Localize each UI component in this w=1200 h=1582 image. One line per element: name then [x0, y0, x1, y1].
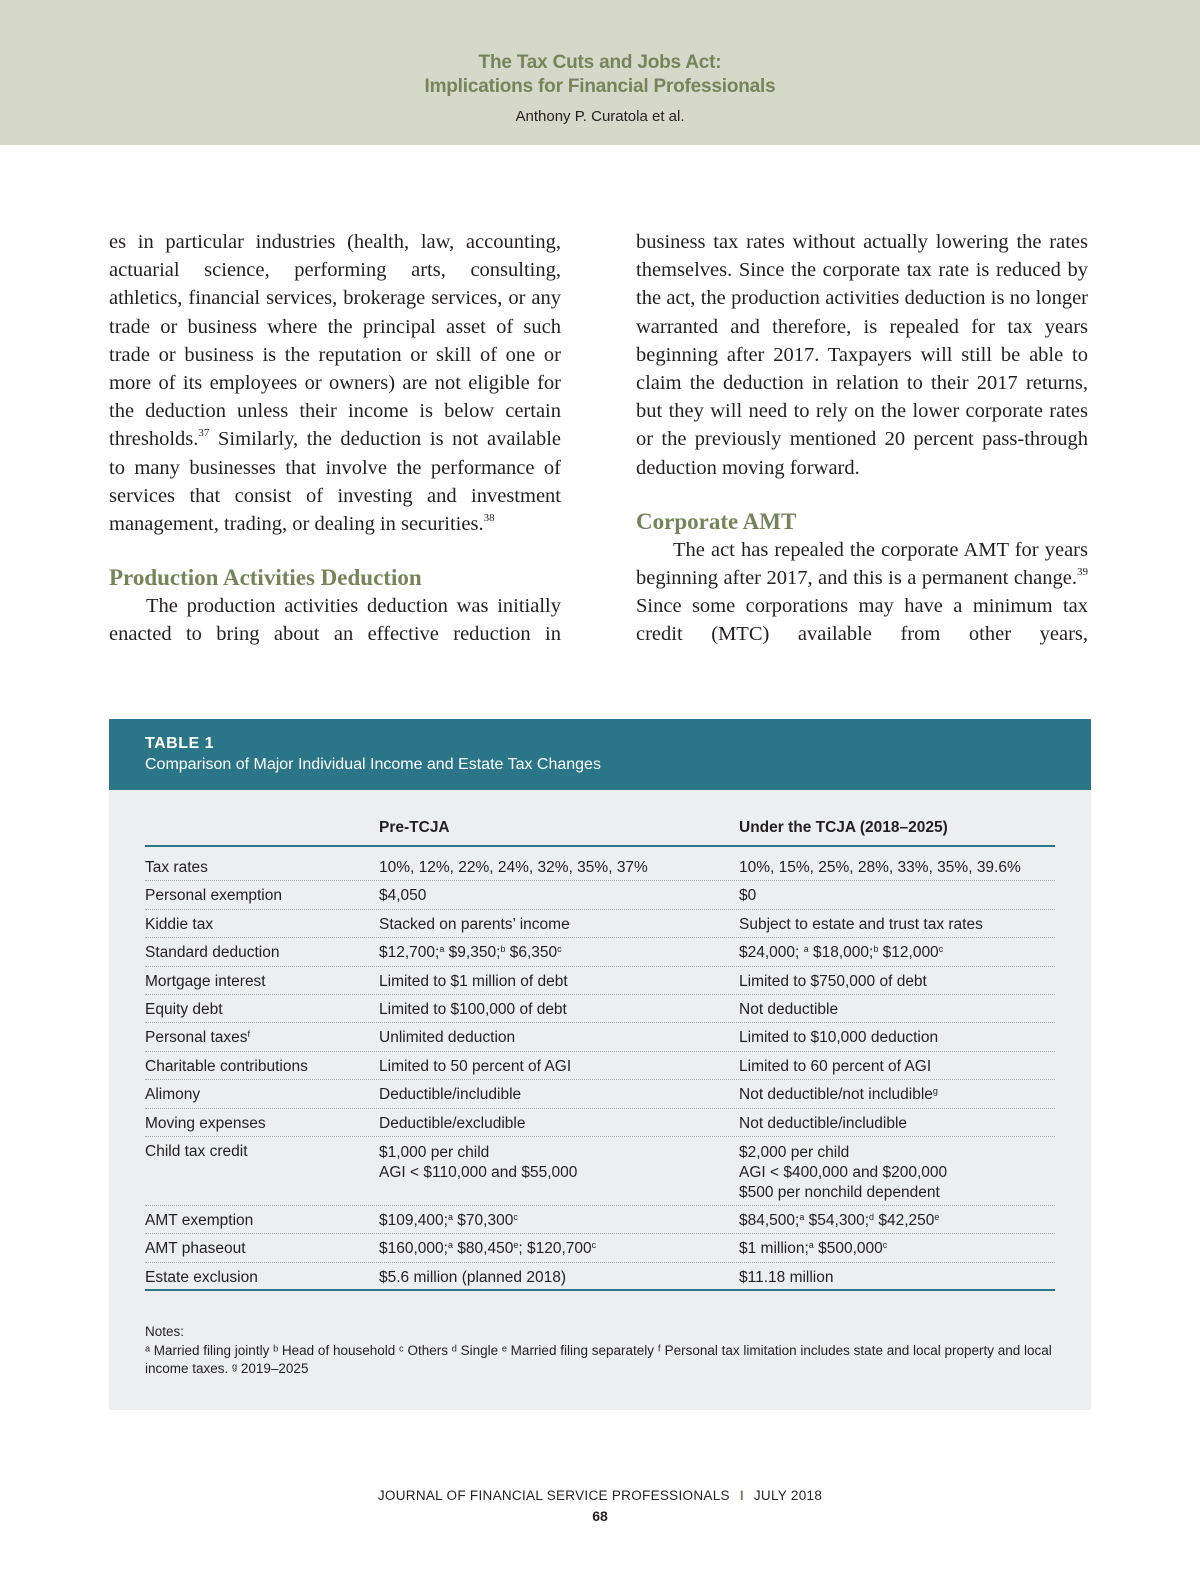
- table-number: TABLE 1: [145, 735, 214, 752]
- left-paragraph-2: The production activities deduction was initially enacted to bring about an effective reduction in: [109, 595, 561, 646]
- page-number: 68: [592, 1508, 608, 1524]
- left-paragraph-1: [109, 228, 561, 538]
- pre-tcja-cell: Limited to $100,000 of debt: [379, 1000, 567, 1018]
- page-header: [0, 0, 1200, 145]
- footnote-mark: d: [869, 1211, 875, 1222]
- under-tcja-cell: [739, 944, 1055, 962]
- header-pre-tcja: Pre-TCJA: [379, 819, 450, 836]
- under-tcja-cell: Limited to $10,000 deduction: [739, 1029, 939, 1047]
- text-run: $84,500;: [739, 1211, 800, 1229]
- journal-name: JOURNAL OF FINANCIAL SERVICE PROFESSIONALS: [377, 1488, 730, 1503]
- row-label: Charitable contributions: [145, 1057, 308, 1075]
- footnote-mark: c: [938, 944, 944, 955]
- text-run: $18,000;: [808, 944, 874, 962]
- table-row: [145, 881, 1055, 909]
- row-label: Personal exemption: [145, 887, 282, 905]
- pre-tcja-cell: [379, 944, 734, 962]
- row-label: Tax rates: [145, 859, 208, 876]
- table-row: [145, 1234, 1055, 1262]
- left-column: [109, 228, 561, 649]
- footnote-ref-37: 37: [198, 427, 210, 440]
- row-label: AMT exemption: [145, 1211, 254, 1229]
- footnote-ref-39: 39: [1077, 566, 1088, 579]
- text-run: ; $120,700: [518, 1240, 592, 1258]
- footnote-mark: a: [439, 944, 445, 955]
- cell-line: $500 per nonchild dependent: [739, 1183, 940, 1201]
- text-run: Personal taxes: [145, 1029, 248, 1047]
- heading-corporate-amt: Corporate AMT: [636, 508, 797, 534]
- cell-line: $2,000 per child: [739, 1143, 850, 1161]
- row-label: Equity debt: [145, 1000, 223, 1018]
- footnote-mark: g: [932, 1086, 938, 1097]
- table-body: [145, 853, 1055, 1291]
- article-title-line1: The Tax Cuts and Jobs Act:: [478, 52, 722, 73]
- row-label: Mortgage interest: [145, 972, 266, 990]
- pre-tcja-cell: [379, 1212, 734, 1230]
- under-tcja-cell: [739, 1240, 1055, 1258]
- row-label: Standard deduction: [145, 944, 280, 962]
- pre-tcja-cell: Unlimited deduction: [379, 1029, 516, 1047]
- table-caption: Comparison of Major Individual Income and Estate Tax Changes: [145, 756, 601, 773]
- under-tcja-cell: $0: [739, 887, 757, 905]
- table-1-panel: [109, 719, 1091, 1410]
- table-row: [145, 1080, 1055, 1108]
- footnote-mark: e: [513, 1240, 519, 1251]
- under-tcja-cell: Not deductible/includible: [739, 1114, 908, 1132]
- table-title-bar: [109, 719, 1091, 790]
- text-run: $12,000: [878, 944, 939, 962]
- under-tcja-cell: Subject to estate and trust tax rates: [739, 915, 983, 933]
- footnote-mark: a: [799, 1211, 805, 1222]
- text-run: $109,400;: [379, 1211, 448, 1229]
- under-tcja-cell: Limited to 60 percent of AGI: [739, 1057, 932, 1075]
- text-run: $9,350;: [444, 944, 501, 962]
- text-run: $54,300;: [804, 1211, 870, 1229]
- text-run: $80,450: [452, 1240, 514, 1258]
- table-header-row: [145, 817, 1055, 847]
- text-run: The act has repealed the corporate AMT for years beginning after 2017, and this is a permanent change.: [636, 538, 1088, 590]
- cell-line: AGI < $110,000 and $55,000: [379, 1163, 578, 1181]
- table-row: [145, 995, 1055, 1023]
- issue-date: JULY 2018: [753, 1488, 823, 1503]
- pre-tcja-cell: [379, 1143, 734, 1183]
- table-row: [145, 910, 1055, 938]
- text-run: $160,000;: [379, 1240, 448, 1258]
- pre-tcja-cell: $5.6 million (planned 2018): [379, 1268, 566, 1286]
- article-title-line2: Implications for Financial Professionals: [424, 76, 776, 97]
- text-run: Since some corporations may have a minimum tax credit (MTC) available from other years,: [636, 595, 1088, 646]
- row-label: Moving expenses: [145, 1114, 266, 1132]
- pre-tcja-cell: 10%, 12%, 22%, 24%, 32%, 35%, 37%: [379, 859, 648, 876]
- footnote-mark: e: [934, 1211, 940, 1222]
- text-run: $500,000: [813, 1240, 883, 1258]
- footnote-mark: a: [447, 1240, 453, 1251]
- table-row: [145, 1052, 1055, 1080]
- pre-tcja-cell: $4,050: [379, 887, 427, 905]
- header-under-tcja: Under the TCJA (2018–2025): [739, 819, 948, 836]
- notes-title: Notes:: [145, 1324, 185, 1339]
- footnote-mark: a: [808, 1240, 814, 1251]
- table-row: [145, 853, 1055, 881]
- row-label: Alimony: [145, 1086, 201, 1104]
- under-tcja-cell: Not deductible: [739, 1000, 839, 1018]
- right-paragraph-1: business tax rates without actually lowering the rates themselves. Since the corporate tax rate is reduced by the act, the production activities deduction is no longer warranted and therefore, is repealed for tax years beginning after 2017. Taxpayers will still be able to claim the deduction in relation to their 2017 returns, but they will need to rely on the lower corporate rates or the previously mentioned 20 percent pass-through deduction moving forward.: [636, 231, 1088, 479]
- pre-tcja-cell: Stacked on parents’ income: [379, 915, 570, 933]
- page-footer: [0, 1488, 1200, 1503]
- footnote-mark: a: [803, 944, 809, 955]
- table-row: [145, 1263, 1055, 1291]
- footnote-ref-38: 38: [483, 512, 495, 525]
- table-row: [145, 938, 1055, 966]
- table-row: [145, 967, 1055, 995]
- text-run: $1 million;: [739, 1240, 809, 1258]
- footnote-mark: a: [447, 1211, 453, 1222]
- table-row: [145, 1206, 1055, 1234]
- under-tcja-cell: [739, 1212, 1055, 1230]
- text-run: $12,700;: [379, 944, 440, 962]
- footnote-mark: b: [500, 944, 506, 955]
- footnote-mark: c: [591, 1240, 597, 1251]
- text-run: $42,250: [874, 1211, 935, 1229]
- right-column: [636, 228, 1088, 649]
- under-tcja-cell: [739, 1143, 1055, 1203]
- comparison-table: [145, 817, 1055, 1291]
- text-run: es in particular industries (health, law, accounting, actuarial science, performing arts, consulting, athletics, financial services, brokerage services, or any trade or business where the principal asset of such trade or business is the reputation or skill of one or more of its employees or owners) are not eligible for the deduction unless their income is below certain thresholds.: [109, 231, 561, 451]
- row-label: Estate exclusion: [145, 1268, 258, 1286]
- heading-production-activities: Production Activities Deduction: [109, 565, 422, 591]
- under-tcja-cell: [739, 1086, 1055, 1104]
- text-run: $24,000;: [739, 944, 804, 962]
- pre-tcja-cell: Limited to $1 million of debt: [379, 972, 568, 990]
- text-run: Similarly, the deduction is not available to many businesses that involve the performance of services that consist of investing and investment management, trading, or dealing in securities.: [109, 428, 561, 536]
- cell-line: $1,000 per child: [379, 1143, 490, 1161]
- footer-separator: I: [739, 1488, 744, 1503]
- text-run: Not deductible/not includible: [739, 1086, 933, 1104]
- pre-tcja-cell: Limited to 50 percent of AGI: [379, 1057, 572, 1075]
- text-run: $6,350: [505, 944, 558, 962]
- table-row: [145, 1023, 1055, 1051]
- row-label: Kiddie tax: [145, 915, 214, 933]
- row-label: AMT phaseout: [145, 1240, 246, 1258]
- right-paragraph-2: [636, 536, 1088, 649]
- notes-text: ᵃ Married filing jointly ᵇ Head of household ᶜ Others ᵈ Single ᵉ Married filing separately ᶠ Personal tax limitation includes state and local property and local income taxes. ᵍ 2019–2025: [145, 1342, 1052, 1376]
- footnote-mark: c: [557, 944, 562, 955]
- under-tcja-cell: 10%, 15%, 25%, 28%, 33%, 35%, 39.6%: [739, 859, 1021, 876]
- footnote-mark: b: [873, 944, 879, 955]
- table-row: [145, 1137, 1055, 1206]
- table-row: [145, 1109, 1055, 1137]
- pre-tcja-cell: Deductible/excludible: [379, 1114, 526, 1132]
- footnote-mark: c: [882, 1240, 888, 1251]
- cell-line: AGI < $400,000 and $200,000: [739, 1163, 948, 1181]
- text-run: $70,300: [452, 1211, 514, 1229]
- under-tcja-cell: $11.18 million: [739, 1268, 834, 1286]
- footnote-mark: f: [247, 1029, 251, 1040]
- article-author: Anthony P. Curatola et al.: [515, 108, 685, 125]
- footnote-mark: c: [513, 1211, 518, 1222]
- row-label: [145, 1029, 375, 1047]
- table-notes: [145, 1323, 1055, 1379]
- pre-tcja-cell: Deductible/includible: [379, 1086, 522, 1104]
- under-tcja-cell: Limited to $750,000 of debt: [739, 972, 927, 990]
- row-label: Child tax credit: [145, 1142, 248, 1160]
- pre-tcja-cell: [379, 1240, 734, 1258]
